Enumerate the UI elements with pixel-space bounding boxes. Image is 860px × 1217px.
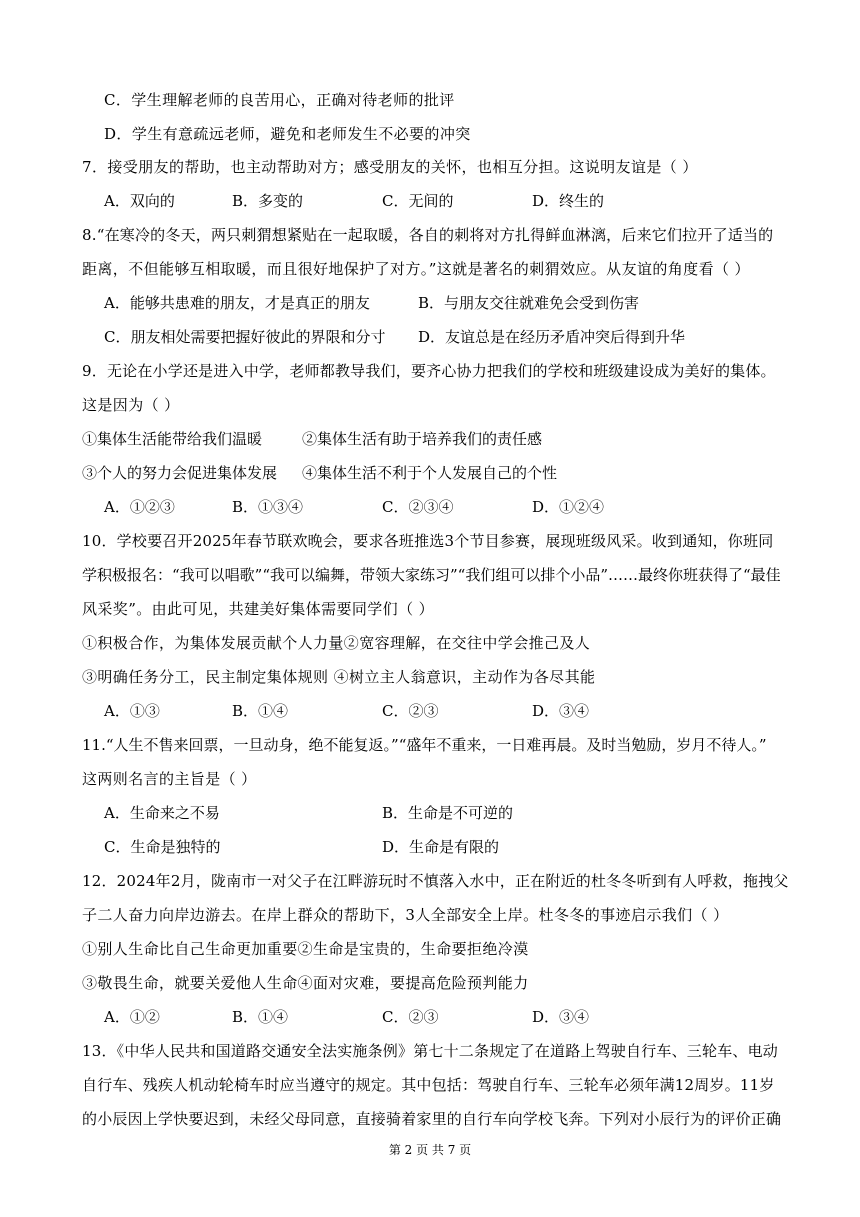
q9-statement-1: ①集体生活能带给我们温暖	[82, 430, 263, 448]
q9-option-c: C．②③④	[382, 498, 454, 516]
q9-option-a: A．①②③	[104, 498, 175, 516]
q9-option-b: B．①③④	[232, 498, 304, 516]
q13-stem-line3: 的小辰因上学快要迟到，未经父母同意，直接骑着家里的自行车向学校飞奔。下列对小辰行为的评价正确	[82, 1110, 782, 1128]
q9-stem-line2: 这是因为（ ）	[82, 396, 180, 414]
q11-stem-line2: 这两则名言的主旨是（ ）	[82, 770, 257, 788]
q9-stem-line1: 9．无论在小学还是进入中学，老师都教导我们，要齐心协力把我们的学校和班级建设成为美好的集体。	[82, 362, 776, 380]
q8-option-b: B．与朋友交往就难免会受到伤害	[418, 294, 640, 312]
q10-statements-1-2: ①积极合作，为集体发展贡献个人力量②宽容理解，在交往中学会推己及人	[82, 634, 591, 652]
q9-statement-3: ③个人的努力会促进集体发展	[82, 464, 278, 482]
page-footer: 第 2 页 共 7 页	[388, 1143, 472, 1157]
q13-stem-line1: 13．《中华人民共和国道路交通安全法实施条例》第七十二条规定了在道路上驾驶自行车、三轮车、电动	[82, 1042, 778, 1060]
q11-option-d: D．生命是有限的	[382, 838, 500, 856]
q7-option-c: C．无间的	[382, 192, 454, 210]
q8-option-a: A．能够共患难的朋友，才是真正的朋友	[104, 294, 370, 312]
q12-statements-1-2: ①别人生命比自己生命更加重要②生命是宝贵的，生命要拒绝冷漠	[82, 940, 529, 958]
q7-option-d: D．终生的	[532, 192, 605, 210]
q8-option-c: C．朋友相处需要把握好彼此的界限和分寸	[104, 328, 386, 346]
q12-option-d: D．③④	[532, 1008, 590, 1026]
q10-option-a: A．①③	[104, 702, 160, 720]
q7-option-b: B．多变的	[232, 192, 304, 210]
q11-option-b: B．生命是不可逆的	[382, 804, 514, 822]
q10-statements-3-4: ③明确任务分工，民主制定集体规则 ④树立主人翁意识，主动作为各尽其能	[82, 668, 596, 686]
q8-stem-line2: 距离，不但能够互相取暖，而且很好地保护了对方。”这就是著名的刺猬效应。从友谊的角度看（ ）	[82, 260, 750, 278]
q12-statements-3-4: ③敬畏生命，就要关爱他人生命④面对灾难，要提高危险预判能力	[82, 974, 529, 992]
q11-option-a: A．生命来之不易	[104, 804, 220, 822]
q10-option-d: D．③④	[532, 702, 590, 720]
q9-statement-2: ②集体生活有助于培养我们的责任感	[302, 430, 543, 448]
q8-option-d: D．友谊总是在经历矛盾冲突后得到升华	[418, 328, 686, 346]
q12-option-c: C．②③	[382, 1008, 439, 1026]
q8-stem-line1: 8.“在寒冷的冬天，两只刺猬想紧贴在一起取暖，各自的刺将对方扎得鲜血淋漓，后来它们拉开了适当的	[82, 226, 774, 244]
q12-option-b: B．①④	[232, 1008, 289, 1026]
q6-option-c: C．学生理解老师的良苦用心，正确对待老师的批评	[104, 91, 455, 109]
q10-option-c: C．②③	[382, 702, 439, 720]
q10-option-b: B．①④	[232, 702, 289, 720]
q12-stem-line1: 12．2024年2月，陇南市一对父子在江畔游玩时不慎落入水中，正在附近的杜冬冬听到有人呼救，拖拽父	[82, 872, 789, 890]
q11-option-c: C．生命是独特的	[104, 838, 221, 856]
q7-stem: 7．接受朋友的帮助，也主动帮助对方；感受朋友的关怀，也相互分担。这说明友谊是（ ）	[82, 158, 698, 176]
q12-stem-line2: 子二人奋力向岸边游去。在岸上群众的帮助下，3人全部安全上岸。杜冬冬的事迹启示我们（ ）	[82, 906, 729, 924]
q6-option-d: D．学生有意疏远老师，避免和老师发生不必要的冲突	[104, 125, 471, 143]
q13-stem-line2: 自行车、残疾人机动轮椅车时应当遵守的规定。其中包括：驾驶自行车、三轮车必须年满12周岁。11岁	[82, 1076, 775, 1094]
q12-option-a: A．①②	[104, 1008, 160, 1026]
q10-stem-line2: 学积极报名：“我可以唱歌”“我可以编舞，带领大家练习”“我们组可以排个小品”……最终你班获得了“最佳	[82, 566, 781, 584]
q9-option-d: D．①②④	[532, 498, 605, 516]
q10-stem-line3: 风采奖”。由此可见，共建美好集体需要同学们（ ）	[82, 600, 435, 618]
q7-option-a: A．双向的	[104, 192, 175, 210]
q9-statement-4: ④集体生活不利于个人发展自己的个性	[302, 464, 558, 482]
q11-stem-line1: 11.“人生不售来回票，一旦动身，绝不能复返。”“盛年不重来，一日难再晨。及时当勉励，岁月不待人。”	[82, 736, 767, 754]
q10-stem-line1: 10．学校要召开2025年春节联欢晚会，要求各班推选3个节目参赛，展现班级风采。收到通知，你班同	[82, 532, 774, 550]
